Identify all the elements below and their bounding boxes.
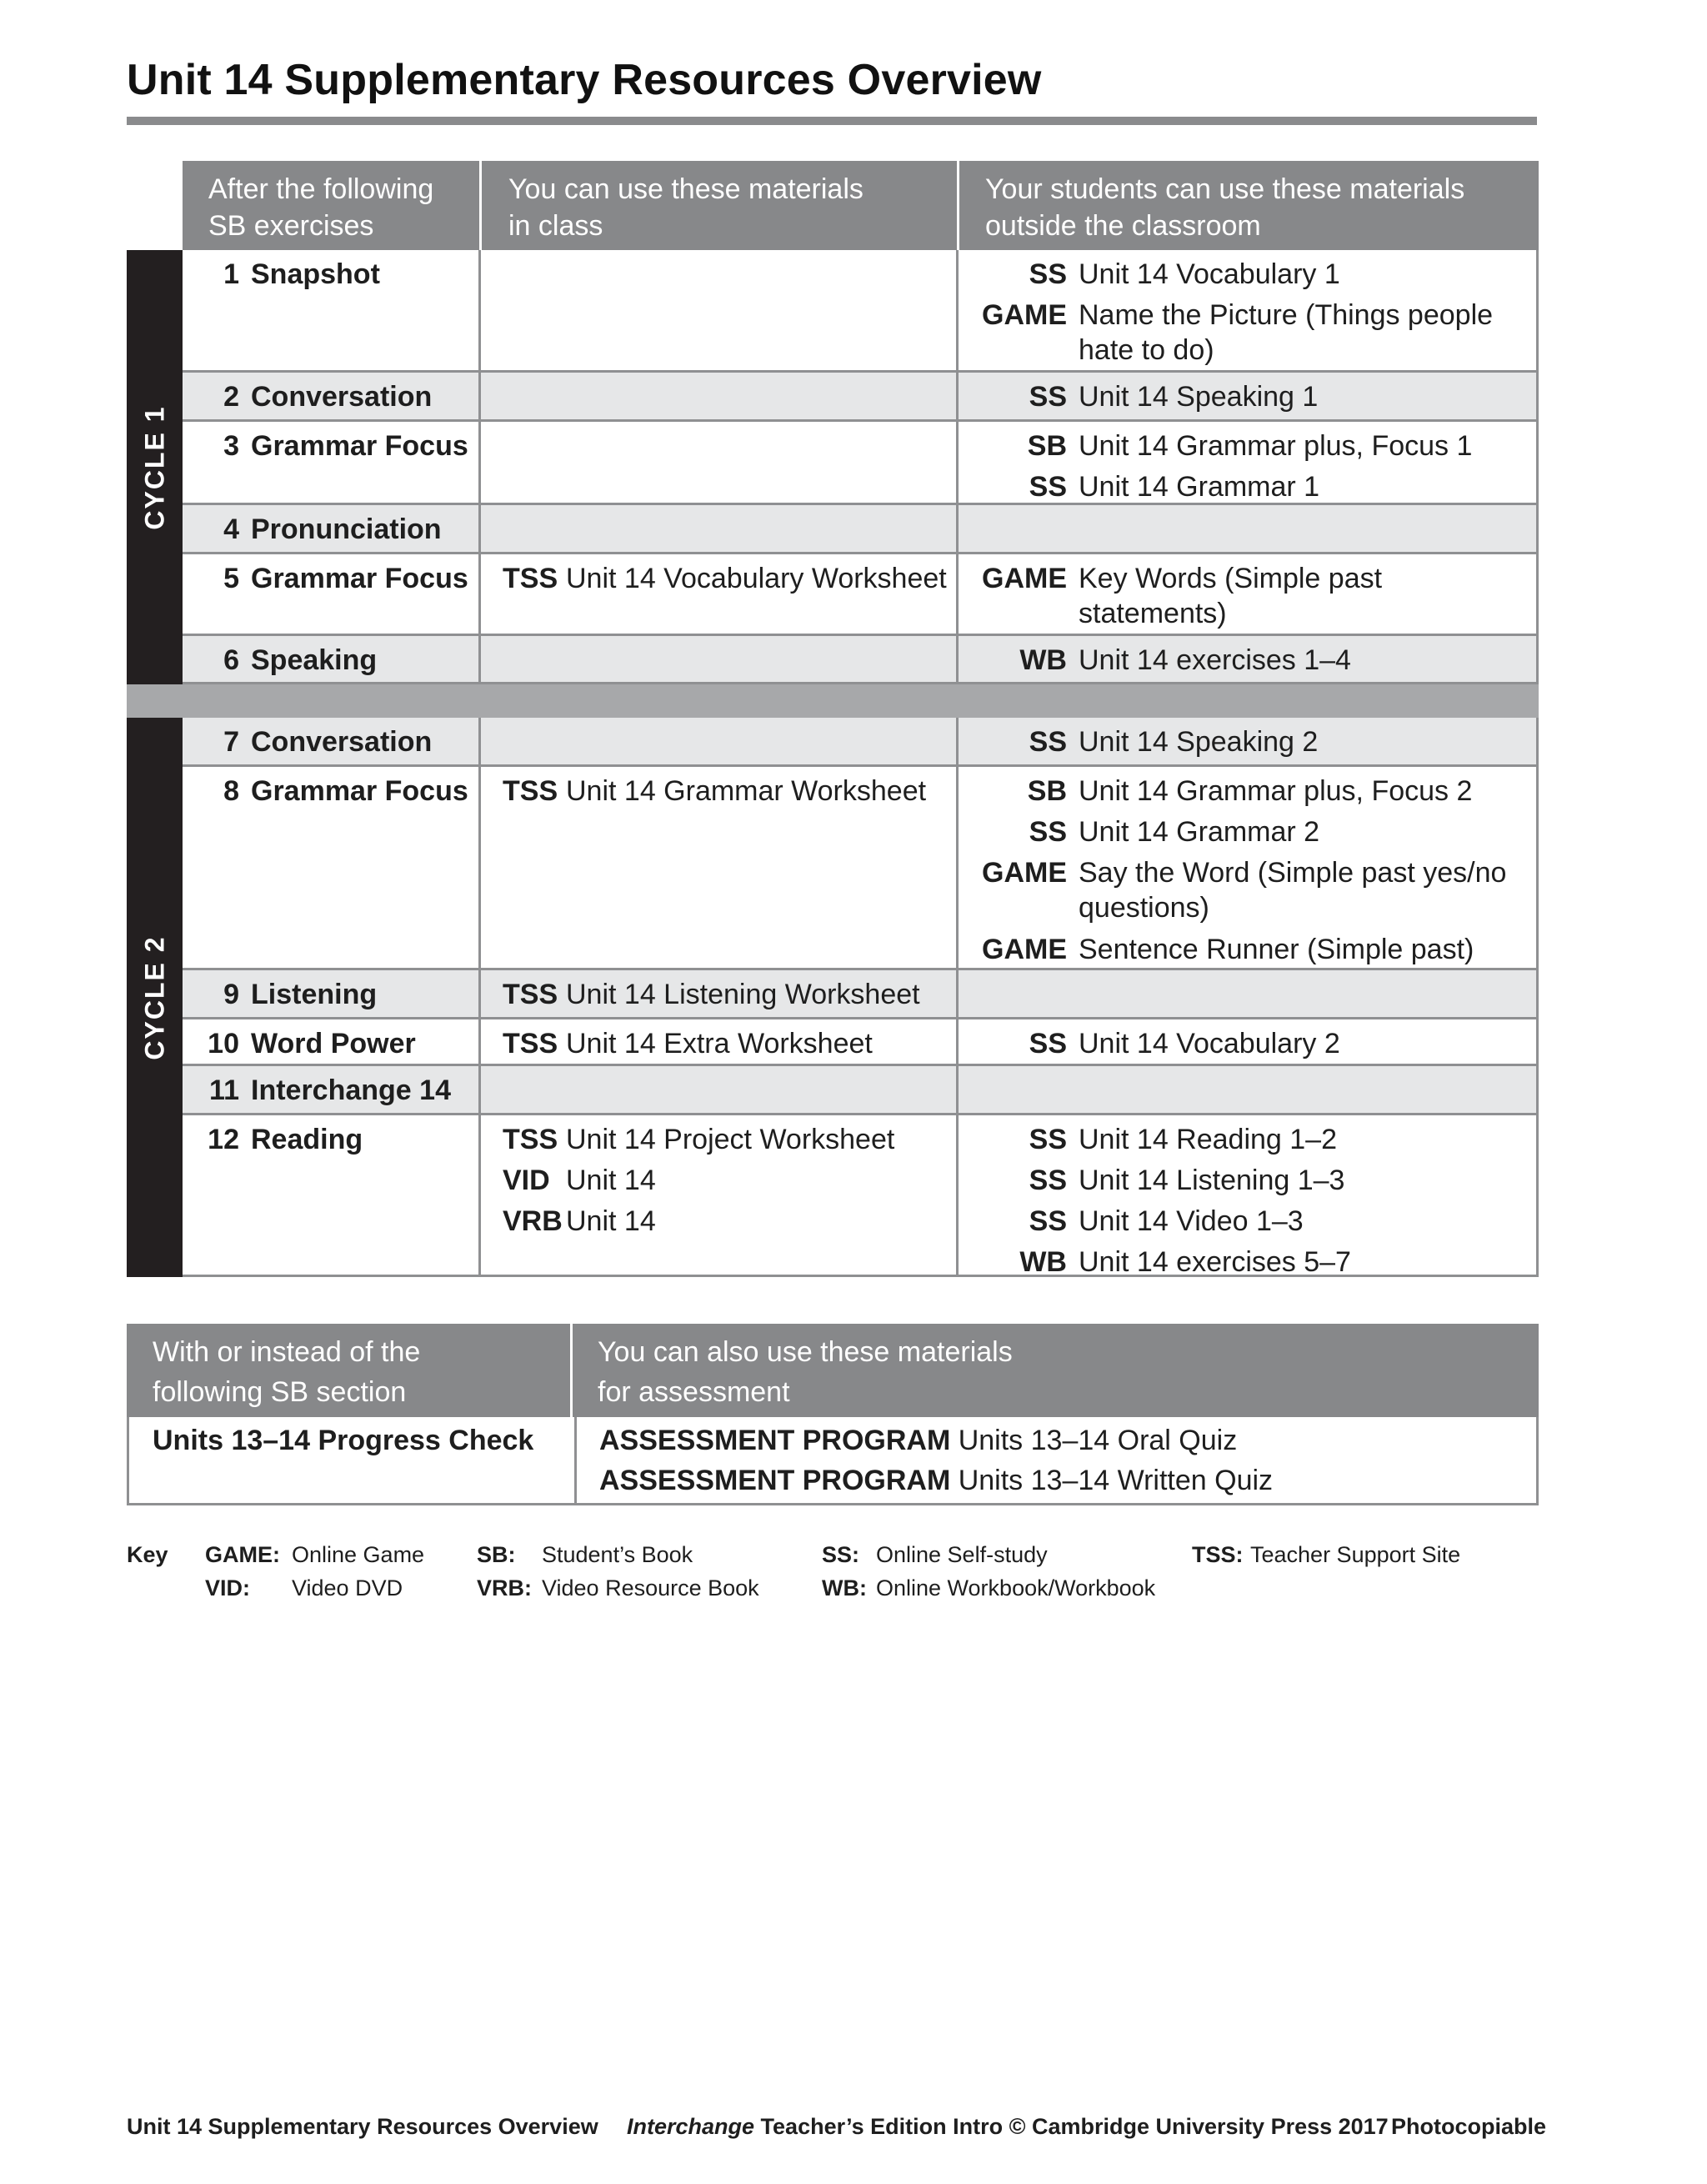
exercise-number: 10: [208, 1028, 239, 1059]
outside-cell: [959, 250, 1539, 370]
page-title: Unit 14 Supplementary Resources Overview: [127, 56, 1042, 104]
material-item: SS Unit 14 Video 1–3: [1029, 1205, 1304, 1237]
key-label: Key: [127, 1542, 168, 1567]
exercise-cell: [183, 1019, 481, 1064]
exercise-cell: [183, 373, 481, 419]
table-row: [183, 422, 1539, 505]
key-entry-sb-text: Student’s Book: [542, 1542, 693, 1567]
in-class-cell: [481, 1115, 959, 1275]
table-header: [183, 161, 1539, 250]
material-item: SS Unit 14 Listening 1–3: [1029, 1165, 1345, 1196]
footer-right: Photocopiable: [1391, 2114, 1547, 2139]
assessment-header: [127, 1324, 1539, 1417]
table-row: [183, 1115, 1539, 1277]
table-row: [183, 373, 1539, 422]
key-entry-sb: SB:: [477, 1542, 516, 1567]
exercise-number: 6: [223, 644, 239, 676]
key-entry-vid: VID:: [205, 1575, 250, 1600]
exercise-cell: [183, 970, 481, 1017]
material-item: GAME Name the Picture (Things people hate to do): [982, 299, 1494, 366]
material-item: SS Unit 14 Vocabulary 1: [1029, 258, 1340, 290]
material-item: WB Unit 14 exercises 5–7: [1019, 1246, 1351, 1278]
in-class-cell: [481, 422, 959, 503]
assessment-item: ASSESSMENT PROGRAM Units 13–14 Oral Quiz: [599, 1425, 1238, 1456]
material-item: TSS Unit 14 Extra Worksheet: [503, 1028, 873, 1059]
material-item: TSS Unit 14 Project Worksheet: [503, 1124, 895, 1155]
exercise-label: Interchange 14: [251, 1074, 451, 1106]
table-row: [183, 1066, 1539, 1115]
table-row: [183, 970, 1539, 1019]
outside-cell: [959, 1019, 1539, 1064]
exercise-number: 5: [223, 563, 239, 594]
material-item: TSS Unit 14 Grammar Worksheet: [503, 775, 927, 807]
material-item: SS Unit 14 Vocabulary 2: [1029, 1028, 1340, 1059]
material-item: TSS Unit 14 Listening Worksheet: [503, 979, 920, 1010]
material-item: SB Unit 14 Grammar plus, Focus 1: [1027, 430, 1473, 462]
assessment-section: Units 13–14 Progress Check: [153, 1425, 534, 1456]
exercise-cell: [183, 554, 481, 634]
table-row: [183, 554, 1539, 636]
key-entry-tss-text: Teacher Support Site: [1250, 1542, 1461, 1567]
material-item: GAME Say the Word (Simple past yes/no questions): [982, 857, 1507, 924]
exercise-cell: [183, 422, 481, 503]
exercise-label: Reading: [251, 1124, 363, 1155]
material-item: TSS Unit 14 Vocabulary Worksheet: [503, 563, 947, 594]
in-class-cell: [481, 970, 959, 1017]
outside-cell: [959, 1115, 1539, 1278]
cycle-1-band: [127, 250, 183, 684]
table-row: [183, 1019, 1539, 1066]
table-row: [183, 505, 1539, 554]
exercise-cell: [183, 505, 481, 552]
material-item: WB Unit 14 exercises 1–4: [1019, 644, 1351, 676]
assessment-table: [127, 1324, 1539, 1505]
exercise-label: Pronunciation: [251, 513, 442, 545]
key-entry-tss: TSS:: [1192, 1542, 1244, 1567]
exercise-cell: [183, 636, 481, 682]
exercise-label: Conversation: [251, 726, 433, 758]
cycle-1-label: CYCLE 1: [139, 404, 169, 530]
header-outside-classroom: Your students can use these materials outside the classroom: [985, 173, 1465, 242]
header-in-class: You can use these materials in class: [508, 173, 864, 242]
exercise-number: 3: [223, 430, 239, 462]
outside-cell: [959, 718, 1539, 764]
exercise-label: Word Power: [251, 1028, 416, 1059]
material-item: SS Unit 14 Reading 1–2: [1029, 1124, 1338, 1155]
outside-cell: [959, 505, 1539, 552]
material-item: GAME Sentence Runner (Simple past): [982, 934, 1474, 965]
outside-cell: [959, 422, 1539, 503]
header-sb-exercises: After the following SB exercises: [208, 173, 434, 242]
assessment-header-left: With or instead of the following SB section: [153, 1336, 421, 1408]
in-class-cell: [481, 373, 959, 419]
key-entry-game-text: Online Game: [292, 1542, 425, 1567]
exercise-label: Speaking: [251, 644, 378, 676]
material-item: VID Unit 14: [503, 1165, 656, 1196]
table-row: [183, 767, 1539, 970]
key-entry-vrb: VRB:: [477, 1575, 532, 1600]
exercise-number: 4: [223, 513, 239, 545]
material-item: GAME Key Words (Simple past statements): [982, 563, 1383, 629]
exercise-label: Grammar Focus: [251, 430, 468, 462]
exercise-number: 8: [223, 775, 239, 807]
footer-center: Interchange Teacher’s Edition Intro © Cambridge University Press 2017: [627, 2114, 1389, 2139]
in-class-cell: [481, 767, 959, 968]
in-class-cell: [481, 554, 959, 634]
footer-left: Unit 14 Supplementary Resources Overview: [127, 2114, 598, 2139]
material-item: SS Unit 14 Speaking 2: [1029, 726, 1319, 758]
exercise-cell: [183, 1066, 481, 1113]
outside-cell: [959, 373, 1539, 419]
exercise-cell: [183, 718, 481, 764]
material-item: SS Unit 14 Grammar 1: [1029, 471, 1320, 503]
in-class-cell: [481, 718, 959, 764]
outside-cell: [959, 636, 1539, 682]
key-entry-wb-text: Online Workbook/Workbook: [876, 1575, 1156, 1600]
table-row: [183, 718, 1539, 767]
in-class-cell: [481, 505, 959, 552]
exercise-number: 11: [209, 1074, 239, 1106]
exercise-cell: [183, 250, 481, 370]
outside-cell: [959, 970, 1539, 1017]
exercise-label: Conversation: [251, 381, 433, 413]
exercise-cell: [183, 767, 481, 968]
assessment-header-right: You can also use these materials for assessment: [598, 1336, 1013, 1408]
table-row: [183, 636, 1539, 684]
outside-cell: [959, 767, 1539, 968]
material-item: VRB Unit 14: [503, 1205, 656, 1237]
in-class-cell: [481, 1019, 959, 1064]
key-entry-ss-text: Online Self-study: [876, 1542, 1048, 1567]
outside-cell: [959, 554, 1539, 634]
material-item: SS Unit 14 Grammar 2: [1029, 816, 1320, 848]
material-item: SB Unit 14 Grammar plus, Focus 2: [1027, 775, 1473, 807]
cycle-2-band: [127, 718, 183, 1277]
exercise-number: 9: [223, 979, 239, 1010]
exercise-label: Grammar Focus: [251, 775, 468, 807]
exercise-number: 1: [223, 258, 239, 290]
key-entry-ss: SS:: [822, 1542, 860, 1567]
exercise-cell: [183, 1115, 481, 1275]
in-class-cell: [481, 250, 959, 370]
in-class-cell: [481, 636, 959, 682]
cycle-separator: [127, 684, 1539, 718]
material-item: SS Unit 14 Speaking 1: [1029, 381, 1319, 413]
exercise-label: Snapshot: [251, 258, 380, 290]
key-entry-wb: WB:: [822, 1575, 867, 1600]
cycle-2-label: CYCLE 2: [139, 934, 169, 1060]
key-entry-vid-text: Video DVD: [292, 1575, 403, 1600]
table-row: [183, 250, 1539, 373]
exercise-number: 12: [208, 1124, 239, 1155]
exercise-label: Listening: [251, 979, 378, 1010]
exercise-number: 2: [223, 381, 239, 413]
exercise-number: 7: [223, 726, 239, 758]
outside-cell: [959, 1066, 1539, 1113]
key-entry-game: GAME:: [205, 1542, 280, 1567]
in-class-cell: [481, 1066, 959, 1113]
title-rule: [127, 117, 1537, 125]
key-entry-vrb-text: Video Resource Book: [542, 1575, 759, 1600]
exercise-label: Grammar Focus: [251, 563, 468, 594]
assessment-item: ASSESSMENT PROGRAM Units 13–14 Written Quiz: [599, 1465, 1274, 1496]
